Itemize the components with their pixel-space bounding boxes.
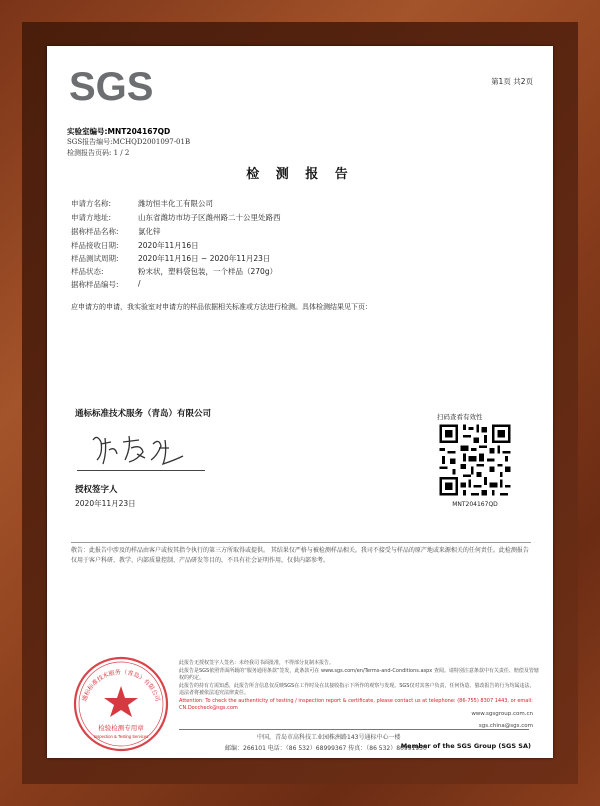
sgs-logo — [69, 66, 155, 104]
terms-text — [179, 660, 539, 713]
terms-attention[interactable]: Attention: To check the authenticity of testing / inspection report & certificate, please contact us at telephone: (86-755) 8307 1443, or email: CN.Doccheck@sgs.com — [179, 697, 533, 711]
field-value-receipt-date: 2020年11月16日 — [138, 241, 199, 250]
report-number: SGS报告编号:MCHQD2001097-01B — [67, 138, 191, 146]
sign-date: 2020年11月23日 — [75, 499, 136, 508]
organization-name: 通标标准技术服务（青岛）有限公司 — [75, 409, 212, 419]
statement-paragraph: 应申请方的申请，我实验室对申请方的样品依据相关标准或方法进行检测。具体检测结果见下页： — [71, 303, 372, 311]
terms-line-3: 此报告的持有方需知悉，此报告所含信息仅反映SGS在工作时及在其接收指示下所作的观察与发现。SGS仅对其客户负责，任何伪造、篡改报告的行为均属违法，违法者将被依法追究法律责任。 — [179, 682, 535, 696]
footer-address: 中国，青岛市高科技工业园株洲路143号通标中心一楼 — [257, 734, 401, 741]
handwritten-signature — [87, 430, 197, 470]
svg-text:检验检测专用章: 检验检测专用章 — [98, 724, 144, 732]
field-label-sample-number: 据称样品编号: — [71, 280, 119, 289]
terms-line-2[interactable]: 此报告是SGS依照背面所载的“服务通用条款”签发，此条款可在 www.sgs.com/en/Terms-and-Conditions.aspx 查阅。请特别注意条款中有关责任、赔偿及管辖权的约定。 — [179, 667, 539, 681]
report-page — [47, 46, 553, 758]
page-info: 第1页 共2页 — [491, 77, 533, 86]
footer-website[interactable]: www.sgsgroup.com.cn — [471, 711, 533, 717]
field-label-applicant-address: 申请方地址: — [71, 213, 112, 222]
terms-line-1: 此报告无授权签字人签名：未经我司书面批准，不得部分复制本报告。 — [179, 660, 335, 666]
svg-text:SGS: SGS — [69, 66, 154, 104]
divider — [71, 542, 531, 543]
lab-number: 实验室编号:MNT204167QD — [67, 127, 171, 136]
svg-text:Inspection & Testing Services: Inspection & Testing Services — [93, 734, 149, 739]
field-value-applicant-name: 潍坊恒丰化工有限公司 — [138, 199, 213, 208]
notice-text: 敬告：此报告中涉及的样品由客户或按其指令执行的第三方所取得或提供。 其结果仅严格与被检测样品相关。我司不接受与样品的原产地或来源相关的任何责任。此检测报告仅用于客户科研、教学、内部质量控制、产品研发等目的，不具有社会证明作用，仅供内部参考。 — [71, 547, 529, 564]
sgs-member-statement: Member of the SGS Group (SGS SA) — [400, 742, 531, 750]
qr-code-icon[interactable] — [437, 422, 513, 498]
report-pages: 检测报告页码: 1 / 2 — [67, 149, 130, 157]
document-title: 检 测 报 告 — [246, 167, 354, 182]
footer-divider — [179, 729, 529, 730]
field-value-applicant-address: 山东省潍坊市坊子区潍州路二十公里处路西 — [138, 213, 281, 222]
field-label-sample-state: 样品状态: — [71, 267, 104, 276]
signature-line — [77, 470, 205, 471]
footer-email[interactable]: sgs.china@sgs.com — [478, 723, 533, 729]
footer-phone: 邮编：266101 电话：（86 532）68999367 传真：（86 532）80991950 — [225, 745, 427, 752]
field-value-sample-number: / — [138, 279, 141, 288]
field-label-sample-name: 据称样品名称: — [71, 227, 119, 236]
qr-caption: 扫码查看有效性 — [437, 413, 483, 421]
qr-id: MNT204167QD — [452, 501, 498, 508]
official-stamp — [71, 654, 171, 754]
field-label-test-period: 样品测试周期: — [71, 254, 119, 263]
svg-text:通标标准技术服务（青岛）有限公司: 通标标准技术服务（青岛）有限公司 — [81, 668, 161, 703]
field-value-test-period: 2020年11月16日 ~ 2020年11月23日 — [138, 254, 271, 263]
field-label-applicant-name: 申请方名称: — [71, 199, 112, 208]
field-value-sample-state: 粉末状，塑料袋包装，一个样品（270g） — [138, 267, 278, 276]
authorized-signatory-label: 授权签字人 — [75, 485, 118, 495]
field-label-receipt-date: 样品接收日期: — [71, 241, 119, 250]
field-value-sample-name: 氯化锌 — [138, 227, 161, 236]
